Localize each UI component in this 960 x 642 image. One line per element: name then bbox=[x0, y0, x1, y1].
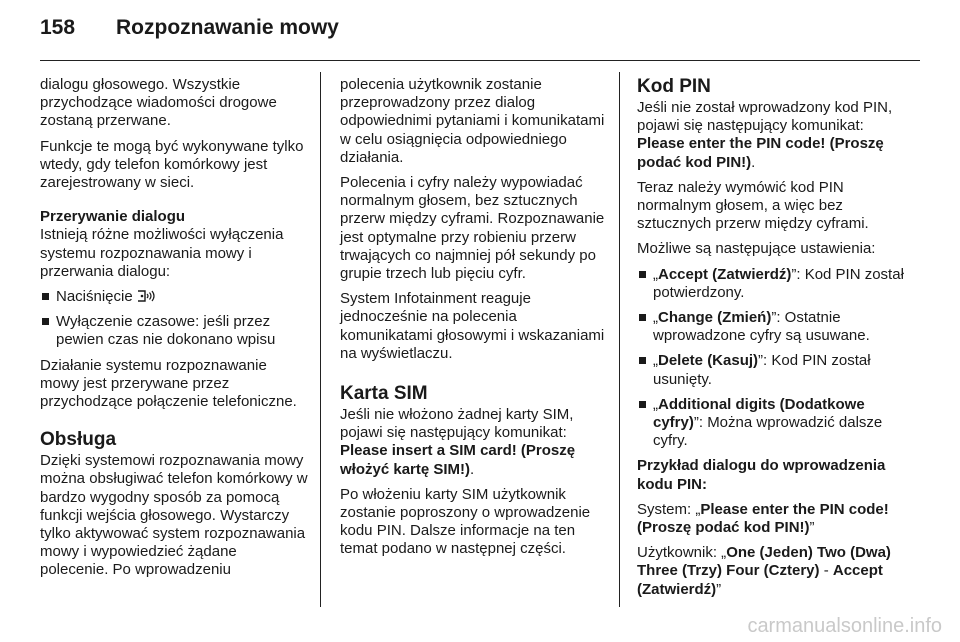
section-title-sim: Karta SIM bbox=[340, 383, 428, 405]
example-heading: Przykład dialogu do wprowadzenia kodu PIN: bbox=[637, 457, 886, 493]
dialog-system-line: System: „Please enter the PIN code! (Proszę podać kod PIN!)” bbox=[637, 500, 889, 537]
column-3 bbox=[637, 76, 913, 606]
list-item: „Accept (Zatwierdź)”: Kod PIN został potwierdzony. bbox=[637, 266, 913, 302]
watermark: carmanualsonline.info bbox=[747, 615, 942, 637]
page-header bbox=[40, 16, 339, 50]
column-divider-1 bbox=[320, 72, 321, 607]
list-item: „Change (Zmień)”: Ostatnie wprowadzone cyfry są usuwane. bbox=[637, 309, 913, 345]
paragraph: Teraz należy wymówić kod PIN normalnym głosem, a więc bez sztucznych przerw między cyframi. bbox=[637, 178, 869, 233]
list-item: „Delete (Kasuj)”: Kod PIN został usunięty. bbox=[637, 352, 913, 388]
paragraph: polecenia użytkownik zostanie przeprowadzony przez dialog odpowiednimi pytaniami i komunikatami w celu osiągnięcia odpowiedniego działania. bbox=[340, 76, 605, 166]
paragraph: Funkcje te mogą być wykonywane tylko wtedy, gdy telefon komórkowy jest zarejestrowany w sieci. bbox=[40, 137, 304, 192]
section-title-obsluga: Obsługa bbox=[40, 429, 117, 451]
pin-options-list bbox=[637, 266, 913, 451]
paragraph: dialogu głosowego. Wszystkie przychodzące wiadomości drogowe zostaną przerwane. bbox=[40, 76, 277, 130]
paragraph: Istnieją różne możliwości wyłączenia systemu rozpoznawania mowy i przerwania dialogu: bbox=[40, 226, 284, 280]
list-item: Wyłączenie czasowe: jeśli przez pewien czas nie dokonano wpisu bbox=[40, 313, 308, 349]
paragraph: Jeśli nie został wprowadzony kod PIN, pojawi się następujący komunikat: Please enter the PIN code! (Proszę podać kod PIN!). bbox=[637, 99, 893, 171]
voice-button-icon bbox=[137, 290, 155, 302]
paragraph: Działanie systemu rozpoznawanie mowy jest przerywane przez przychodzące połączenie telefoniczne. bbox=[40, 356, 297, 411]
paragraph: Możliwe są następujące ustawienia: bbox=[637, 240, 876, 258]
paragraph: Jeśli nie włożono żadnej karty SIM, pojawi się następujący komunikat: Please insert a SIM card! (Proszę włożyć kartę SIM!). bbox=[340, 406, 576, 478]
paragraph: Po włożeniu karty SIM użytkownik zostanie poproszony o wprowadzenie kodu PIN. Dalsze informacje na ten temat podano w następnej części. bbox=[340, 485, 591, 558]
column-1 bbox=[40, 76, 308, 587]
interrupt-list bbox=[40, 288, 308, 350]
column-2 bbox=[340, 76, 608, 566]
paragraph: Dzięki systemowi rozpoznawania mowy można obsługiwać telefon komórkowy w bardzo wygodny sposób za pomocą funkcji wejścia głosowego. Wystarczy tylko aktywować system rozpoznawania mowy i wypowiedzieć żądane polecenie. Po wprowadzeniu bbox=[40, 452, 308, 579]
paragraph: System Infotainment reaguje jednocześnie na polecenia komunikatami głosowymi i wskazaniami na wyświetlaczu. bbox=[340, 290, 605, 362]
sim-message: Please insert a SIM card! (Proszę włożyć kartę SIM!) bbox=[340, 442, 576, 478]
list-item: „Additional digits (Dodatkowe cyfry)”: Można wprowadzić dalsze cyfry. bbox=[637, 396, 913, 451]
pin-message: Please enter the PIN code! (Proszę podać kod PIN!) bbox=[637, 135, 884, 171]
paragraph: Polecenia i cyfry należy wypowiadać normalnym głosem, bez sztucznych przerw między cyframi. Rozpoznawanie jest optymalne przy robieniu przerw trwających co najmniej pół sekundy po grupie trzech lub pięciu cyfr. bbox=[340, 174, 605, 283]
subheading-interrupt: Przerywanie dialogu bbox=[40, 208, 186, 226]
dialog-user-line: Użytkownik: „One (Jeden) Two (Dwa) Three (Trzy) Four (Cztery) - Accept (Zatwierdź)” bbox=[637, 544, 891, 598]
column-divider-2 bbox=[619, 72, 620, 607]
section-title-pin: Kod PIN bbox=[637, 76, 711, 97]
page-title: Rozpoznawanie mowy bbox=[116, 16, 339, 39]
list-item: Naciśnięcie bbox=[40, 288, 308, 306]
header-divider bbox=[40, 60, 920, 61]
page-number: 158 bbox=[40, 16, 76, 39]
